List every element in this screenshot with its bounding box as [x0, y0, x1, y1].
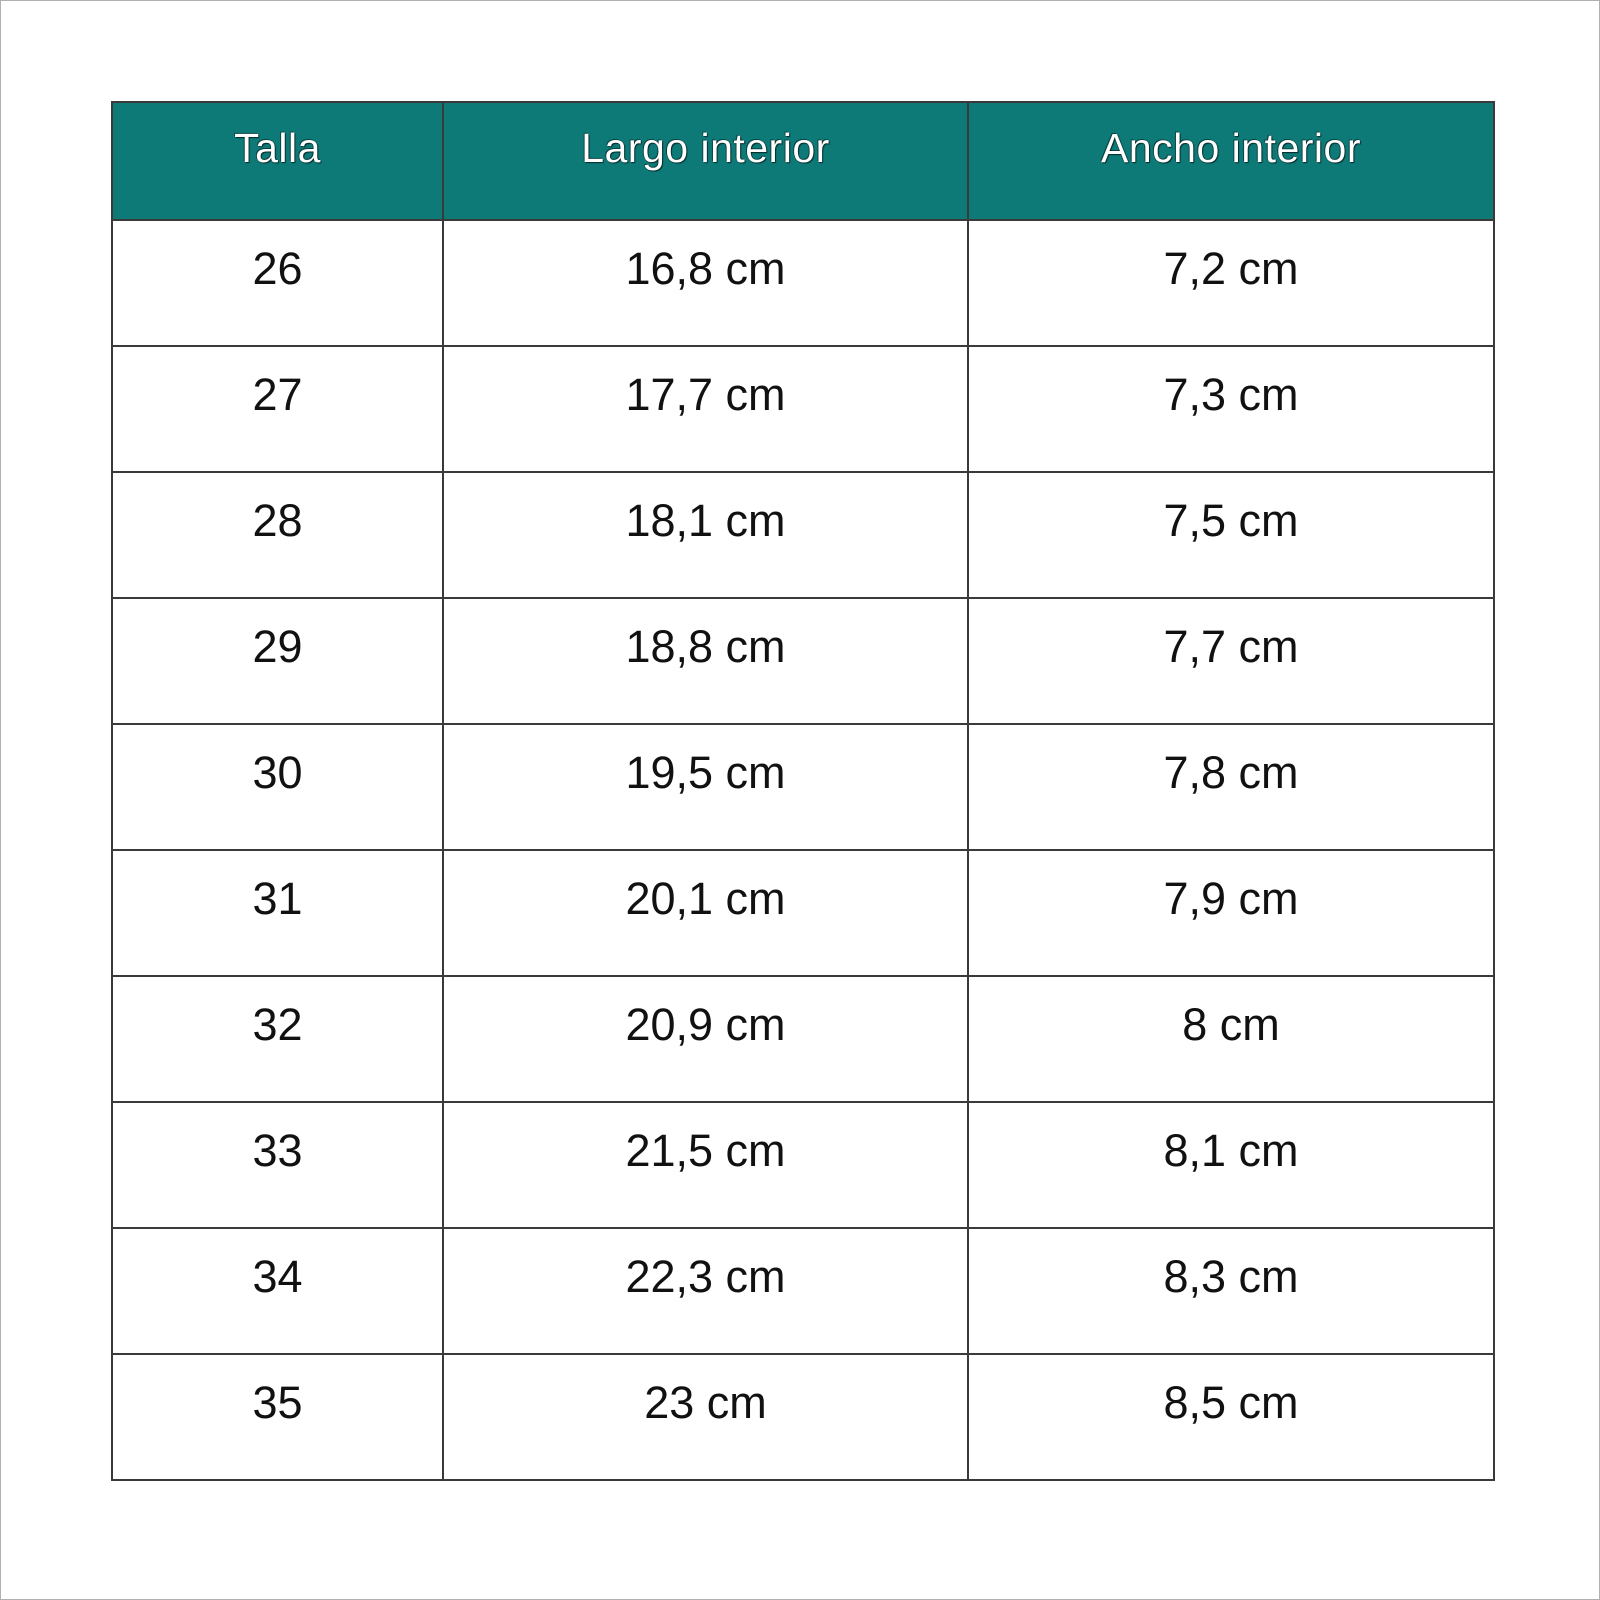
cell-ancho: 7,2 cm: [968, 220, 1494, 346]
cell-largo: 20,9 cm: [443, 976, 968, 1102]
cell-largo: 21,5 cm: [443, 1102, 968, 1228]
cell-talla: 33: [112, 1102, 443, 1228]
size-chart-table: [111, 101, 1495, 1481]
header-largo-interior: Largo interior: [443, 102, 968, 220]
table-row: [112, 598, 1494, 724]
cell-ancho: 7,8 cm: [968, 724, 1494, 850]
cell-talla: 30: [112, 724, 443, 850]
table-row: [112, 724, 1494, 850]
cell-ancho: 7,3 cm: [968, 346, 1494, 472]
table-body: [112, 220, 1494, 1480]
cell-ancho: 8,1 cm: [968, 1102, 1494, 1228]
table-row: [112, 1102, 1494, 1228]
cell-talla: 26: [112, 220, 443, 346]
header-talla: Talla: [112, 102, 443, 220]
table-row: [112, 346, 1494, 472]
table-header: [112, 102, 1494, 220]
header-ancho-interior: Ancho interior: [968, 102, 1494, 220]
cell-talla: 34: [112, 1228, 443, 1354]
cell-ancho: 8 cm: [968, 976, 1494, 1102]
table-row: [112, 472, 1494, 598]
cell-largo: 19,5 cm: [443, 724, 968, 850]
cell-talla: 29: [112, 598, 443, 724]
cell-ancho: 7,5 cm: [968, 472, 1494, 598]
cell-talla: 32: [112, 976, 443, 1102]
cell-largo: 22,3 cm: [443, 1228, 968, 1354]
cell-largo: 16,8 cm: [443, 220, 968, 346]
cell-ancho: 7,7 cm: [968, 598, 1494, 724]
cell-largo: 18,1 cm: [443, 472, 968, 598]
table-row: [112, 1228, 1494, 1354]
cell-ancho: 8,3 cm: [968, 1228, 1494, 1354]
cell-talla: 31: [112, 850, 443, 976]
cell-talla: 28: [112, 472, 443, 598]
table-row: [112, 220, 1494, 346]
cell-ancho: 7,9 cm: [968, 850, 1494, 976]
table-row: [112, 976, 1494, 1102]
table-row: [112, 1354, 1494, 1480]
cell-largo: 18,8 cm: [443, 598, 968, 724]
header-row: [112, 102, 1494, 220]
cell-largo: 20,1 cm: [443, 850, 968, 976]
cell-talla: 27: [112, 346, 443, 472]
cell-ancho: 8,5 cm: [968, 1354, 1494, 1480]
cell-largo: 17,7 cm: [443, 346, 968, 472]
cell-talla: 35: [112, 1354, 443, 1480]
cell-largo: 23 cm: [443, 1354, 968, 1480]
table-row: [112, 850, 1494, 976]
